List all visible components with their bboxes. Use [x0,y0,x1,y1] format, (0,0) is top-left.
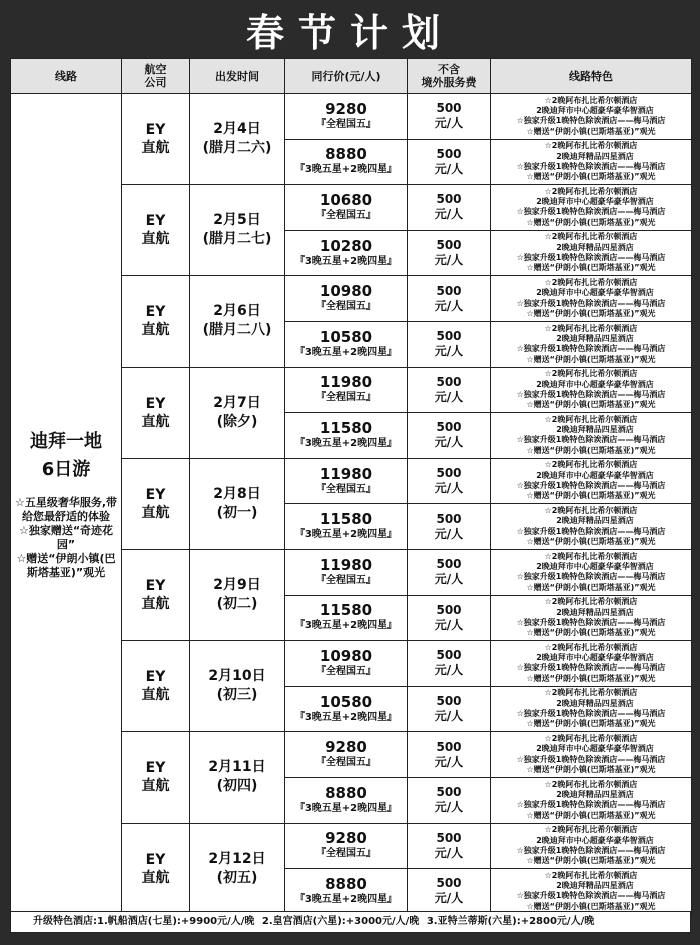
price-cell [285,595,408,641]
feature-line: ☆赠送“伊朗小镇(巴斯塔基亚)”观光 [526,628,656,638]
fee-amount: 500 [436,283,462,298]
feature-line: ☆赠送“伊朗小镇(巴斯塔基亚)”观光 [526,172,656,182]
header-features: 线路特色 [491,59,692,94]
fee-amount: 500 [436,511,462,526]
feature-line: ☆2晚阿布扎比希尔顿酒店 [544,323,638,333]
fee-unit: 元/人 [434,116,464,131]
airline-cell [122,732,190,823]
route-note: ☆五星级奢华服务,带给您最舒适的体验 [14,495,118,523]
fee-unit: 元/人 [434,800,464,815]
feature-line: ☆赠送“伊朗小镇(巴斯塔基亚)”观光 [526,719,656,729]
feature-line: ☆2晚阿布扎比希尔顿酒店 [544,734,638,744]
features-cell [491,686,692,732]
feature-line: 2晚迪拜精品四星酒店 [556,425,634,435]
feature-line: 2晚迪拜市中心超豪华豪华智酒店 [536,835,654,845]
route-notes [11,496,121,580]
fee-amount: 500 [436,146,462,161]
departure-date: 2月12日 [208,850,266,867]
fee-amount: 500 [436,329,462,344]
fee-cell [408,367,491,413]
features-cell [491,276,692,322]
feature-line: ☆独家升级1晚特色除诶酒店——梅马酒店 [516,344,666,354]
price-cell [285,823,408,869]
price-cell [285,504,408,550]
price-cell [285,185,408,231]
feature-line: ☆赠送“伊朗小镇(巴斯塔基亚)”观光 [526,582,656,592]
fee-amount: 500 [436,648,462,663]
feature-line: ☆赠送“伊朗小镇(巴斯塔基亚)”观光 [526,126,656,136]
page-title: 春节计划 [245,9,454,55]
feature-line: ☆2晚阿布扎比希尔顿酒店 [544,369,638,379]
price-cell [285,686,408,732]
features-cell [491,641,692,687]
price-cell [285,549,408,595]
price-value: 10980 [319,646,373,665]
fee-unit: 元/人 [434,754,464,769]
fee-cell [408,413,491,459]
price-value: 11980 [319,373,373,392]
package-label: 『3晚五星+2晚四星』 [294,620,398,632]
price-value: 10680 [319,190,373,209]
feature-line: ☆2晚阿布扎比希尔顿酒店 [544,597,638,607]
feature-line: 2晚迪拜精品四星酒店 [556,881,634,891]
feature-line: ☆2晚阿布扎比希尔顿酒店 [544,506,638,516]
fee-cell [408,823,491,869]
airline-cell [122,823,190,914]
feature-line: 2晚迪拜精品四星酒店 [556,698,634,708]
feature-line: ☆2晚阿布扎比希尔顿酒店 [544,688,638,698]
feature-line: ☆独家升级1晚特色除诶酒店——梅马酒店 [516,207,666,217]
date-cell [190,94,285,185]
features-cell [491,139,692,185]
airline-cell [122,458,190,549]
fee-cell [408,139,491,185]
fee-cell [408,869,491,915]
fee-cell [408,686,491,732]
feature-line: ☆独家升级1晚特色除诶酒店——梅马酒店 [516,709,666,719]
airline-label: EY 直航 [141,213,170,248]
feature-line: 2晚迪拜市中心超豪华豪华智酒店 [536,106,654,115]
features-cell [491,732,692,778]
fee-unit: 元/人 [434,161,464,176]
lunar-date: (腊月二八) [202,322,272,339]
fee-amount: 500 [436,694,462,709]
price-value: 11980 [319,555,373,574]
price-cell [285,869,408,915]
departure-date: 2月7日 [213,394,261,411]
fee-cell [408,230,491,276]
price-cell [285,413,408,459]
price-cell [285,321,408,367]
lunar-date: (初四) [216,778,258,795]
fee-amount: 500 [436,785,462,800]
package-label: 『全程国五』 [316,118,376,130]
price-value: 11580 [319,510,373,529]
airline-cell [122,367,190,458]
header-row [11,59,692,94]
fee-amount: 500 [436,739,462,754]
price-value: 11980 [319,464,373,483]
route-name-line: 6日游 [41,458,91,480]
features-cell [491,777,692,823]
features-cell [491,185,692,231]
fee-cell [408,641,491,687]
feature-line: ☆独家升级1晚特色除诶酒店——梅马酒店 [516,845,666,855]
feature-line: 2晚迪拜市中心超豪华豪华智酒店 [536,470,654,480]
feature-line: 2晚迪拜市中心超豪华豪华智酒店 [536,379,654,389]
features-cell [491,549,692,595]
price-cell [285,230,408,276]
date-cell [190,458,285,549]
price-value: 11580 [319,418,373,437]
airline-label: EY 直航 [141,760,170,795]
price-cell [285,641,408,687]
package-label: 『全程国五』 [316,574,376,586]
package-label: 『全程国五』 [316,848,376,860]
fee-unit: 元/人 [434,526,464,541]
fee-unit: 元/人 [434,344,464,359]
fee-unit: 元/人 [434,663,464,678]
footer-item: 2.皇宫酒店(六星):+3000元/人/晚 [261,916,420,927]
header-fee: 不含 境外服务费 [408,59,491,94]
feature-line: 2晚迪拜精品四星酒店 [556,333,634,343]
feature-line: ☆独家升级1晚特色除诶酒店——梅马酒店 [516,435,666,445]
feature-line: 2晚迪拜精品四星酒店 [556,789,634,799]
header-route: 线路 [11,59,122,94]
features-cell [491,94,692,140]
feature-line: ☆2晚阿布扎比希尔顿酒店 [544,870,638,880]
fee-cell [408,777,491,823]
airline-cell [122,641,190,732]
fee-amount: 500 [436,374,462,389]
feature-line: ☆2晚阿布扎比希尔顿酒店 [544,779,638,789]
feature-line: ☆独家升级1晚特色除诶酒店——梅马酒店 [516,116,666,126]
fee-cell [408,185,491,231]
feature-line: 2晚迪拜市中心超豪华豪华智酒店 [536,744,654,754]
feature-line: 2晚迪拜精品四星酒店 [556,607,634,617]
fee-amount: 500 [436,192,462,207]
fee-unit: 元/人 [434,891,464,906]
price-value: 10580 [319,692,373,711]
date-cell [190,276,285,367]
feature-line: ☆2晚阿布扎比希尔顿酒店 [544,825,638,835]
fee-cell [408,94,491,140]
fee-unit: 元/人 [434,572,464,587]
header-departure: 出发时间 [190,59,285,94]
feature-line: ☆独家升级1晚特色除诶酒店——梅马酒店 [516,389,666,399]
airline-label: EY 直航 [141,851,170,886]
departure-date: 2月8日 [213,485,261,502]
price-cell [285,276,408,322]
package-label: 『3晚五星+2晚四星』 [294,893,398,905]
airline-label: EY 直航 [141,304,170,339]
feature-line: ☆2晚阿布扎比希尔顿酒店 [544,642,638,652]
airline-cell [122,94,190,185]
feature-line: ☆独家升级1晚特色除诶酒店——梅马酒店 [516,161,666,171]
package-label: 『全程国五』 [316,392,376,404]
feature-line: ☆2晚阿布扎比希尔顿酒店 [544,186,638,196]
departure-date: 2月11日 [208,759,266,776]
fee-amount: 500 [436,602,462,617]
price-value: 10280 [319,236,373,255]
price-cell [285,732,408,778]
price-value: 10980 [319,282,373,301]
feature-line: ☆赠送“伊朗小镇(巴斯塔基亚)”观光 [526,901,656,911]
lunar-date: (初一) [216,504,258,521]
feature-line: ☆独家升级1晚特色除诶酒店——梅马酒店 [516,572,666,582]
features-cell [491,230,692,276]
feature-line: 2晚迪拜市中心超豪华豪华智酒店 [536,561,654,571]
fee-unit: 元/人 [434,481,464,496]
feature-line: ☆赠送“伊朗小镇(巴斯塔基亚)”观光 [526,491,656,501]
package-label: 『3晚五星+2晚四星』 [294,346,398,358]
price-value: 9280 [325,829,367,848]
itinerary-table [10,58,692,915]
feature-line: ☆赠送“伊朗小镇(巴斯塔基亚)”观光 [526,445,656,455]
package-label: 『全程国五』 [316,301,376,313]
airline-label: EY 直航 [141,578,170,613]
lunar-date: (初五) [216,869,258,886]
feature-line: 2晚迪拜精品四星酒店 [556,516,634,526]
features-cell [491,458,692,504]
feature-line: ☆赠送“伊朗小镇(巴斯塔基亚)”观光 [526,536,656,546]
lunar-date: (初二) [216,596,258,613]
features-cell [491,504,692,550]
package-label: 『全程国五』 [316,209,376,221]
feature-line: ☆独家升级1晚特色除诶酒店——梅马酒店 [516,663,666,673]
package-label: 『3晚五星+2晚四星』 [294,437,398,449]
package-label: 『全程国五』 [316,665,376,677]
features-cell [491,595,692,641]
fee-amount: 500 [436,101,462,116]
airline-cell [122,185,190,276]
package-label: 『3晚五星+2晚四星』 [294,255,398,267]
feature-line: ☆2晚阿布扎比希尔顿酒店 [544,141,638,151]
feature-line: ☆2晚阿布扎比希尔顿酒店 [544,95,638,105]
price-cell [285,367,408,413]
airline-label: EY 直航 [141,669,170,704]
table-body [11,94,692,915]
price-value: 9280 [325,738,367,757]
feature-line: ☆2晚阿布扎比希尔顿酒店 [544,551,638,561]
feature-line: ☆独家升级1晚特色除诶酒店——梅马酒店 [516,800,666,810]
package-label: 『3晚五星+2晚四星』 [294,164,398,176]
airline-label: EY 直航 [141,395,170,430]
feature-line: ☆2晚阿布扎比希尔顿酒店 [544,460,638,470]
feature-line: ☆独家升级1晚特色除诶酒店——梅马酒店 [516,526,666,536]
price-cell [285,777,408,823]
date-cell [190,549,285,640]
fee-unit: 元/人 [434,298,464,313]
fee-amount: 500 [436,238,462,253]
route-cell [11,94,122,915]
price-value: 10580 [319,327,373,346]
fee-cell [408,595,491,641]
feature-line: ☆赠送“伊朗小镇(巴斯塔基亚)”观光 [526,400,656,410]
date-cell [190,367,285,458]
features-cell [491,823,692,869]
date-cell [190,185,285,276]
feature-line: 2晚迪拜市中心超豪华豪华智酒店 [536,197,654,207]
departure-date: 2月6日 [213,303,261,320]
price-value: 8880 [325,874,367,893]
package-label: 『3晚五星+2晚四星』 [294,802,398,814]
price-cell [285,458,408,504]
fee-cell [408,732,491,778]
feature-line: ☆赠送“伊朗小镇(巴斯塔基亚)”观光 [526,764,656,774]
header-price: 同行价(元/人) [285,59,408,94]
airline-label: EY 直航 [141,122,170,157]
fee-unit: 元/人 [434,389,464,404]
price-value: 8880 [325,145,367,164]
departure-date: 2月5日 [213,212,261,229]
feature-line: ☆独家升级1晚特色除诶酒店——梅马酒店 [516,481,666,491]
feature-line: ☆独家升级1晚特色除诶酒店——梅马酒店 [516,754,666,764]
fee-amount: 500 [436,876,462,891]
package-label: 『全程国五』 [316,483,376,495]
fee-unit: 元/人 [434,845,464,860]
feature-line: 2晚迪拜精品四星酒店 [556,242,634,252]
lunar-date: (腊月二七) [202,231,272,248]
fee-cell [408,276,491,322]
fee-cell [408,321,491,367]
feature-line: ☆赠送“伊朗小镇(巴斯塔基亚)”观光 [526,354,656,364]
airline-label: EY 直航 [141,486,170,521]
route-note: ☆独家赠送“奇迹花园” [18,523,114,551]
table-row [11,94,692,140]
feature-line: ☆赠送“伊朗小镇(巴斯塔基亚)”观光 [526,673,656,683]
package-label: 『3晚五星+2晚四星』 [294,529,398,541]
date-cell [190,641,285,732]
lunar-date: (腊月二六) [202,140,272,157]
feature-line: ☆独家升级1晚特色除诶酒店——梅马酒店 [516,298,666,308]
feature-line: ☆独家升级1晚特色除诶酒店——梅马酒店 [516,617,666,627]
features-cell [491,869,692,915]
price-value: 9280 [325,99,367,118]
fee-unit: 元/人 [434,617,464,632]
date-cell [190,732,285,823]
header-airline: 航空 公司 [122,59,190,94]
route-name [11,428,121,484]
feature-line: 2晚迪拜市中心超豪华豪华智酒店 [536,288,654,298]
feature-line: ☆赠送“伊朗小镇(巴斯塔基亚)”观光 [526,856,656,866]
airline-cell [122,549,190,640]
upgrade-footer [10,911,691,933]
feature-line: ☆赠送“伊朗小镇(巴斯塔基亚)”观光 [526,263,656,273]
fee-cell [408,458,491,504]
features-cell [491,367,692,413]
feature-line: ☆赠送“伊朗小镇(巴斯塔基亚)”观光 [526,308,656,318]
price-value: 8880 [325,783,367,802]
feature-line: ☆赠送“伊朗小镇(巴斯塔基亚)”观光 [526,217,656,227]
departure-date: 2月10日 [208,668,266,685]
price-cell [285,94,408,140]
fee-unit: 元/人 [434,709,464,724]
departure-date: 2月4日 [213,121,261,138]
lunar-date: (初三) [216,687,258,704]
fee-cell [408,549,491,595]
date-cell [190,823,285,914]
feature-line: ☆独家升级1晚特色除诶酒店——梅马酒店 [516,253,666,263]
feature-line: ☆赠送“伊朗小镇(巴斯塔基亚)”观光 [526,810,656,820]
fee-cell [408,504,491,550]
feature-line: ☆2晚阿布扎比希尔顿酒店 [544,232,638,242]
fee-unit: 元/人 [434,435,464,450]
fee-amount: 500 [436,466,462,481]
feature-line: 2晚迪拜市中心超豪华豪华智酒店 [536,653,654,663]
fee-unit: 元/人 [434,207,464,222]
features-cell [491,321,692,367]
package-label: 『3晚五星+2晚四星』 [294,711,398,723]
price-cell [285,139,408,185]
features-cell [491,413,692,459]
fee-amount: 500 [436,420,462,435]
lunar-date: (除夕) [216,413,258,430]
departure-date: 2月9日 [213,577,261,594]
footer-item: 升级特色酒店:1.帆船酒店(七星):+9900元/人/晚 [33,916,255,927]
fee-unit: 元/人 [434,253,464,268]
fee-amount: 500 [436,830,462,845]
fee-amount: 500 [436,557,462,572]
airline-cell [122,276,190,367]
footer-item: 3.亚特兰蒂斯(六星):+2800元/人/晚 [426,916,595,927]
route-note: ☆赠送“伊朗小镇(巴斯塔基亚)”观光 [16,551,116,579]
route-name-line: 迪拜一地 [30,430,102,452]
price-value: 11580 [319,601,373,620]
feature-line: ☆2晚阿布扎比希尔顿酒店 [544,414,638,424]
feature-line: ☆独家升级1晚特色除诶酒店——梅马酒店 [516,891,666,901]
package-label: 『全程国五』 [316,757,376,769]
feature-line: 2晚迪拜精品四星酒店 [556,151,634,161]
feature-line: ☆2晚阿布扎比希尔顿酒店 [544,278,638,288]
